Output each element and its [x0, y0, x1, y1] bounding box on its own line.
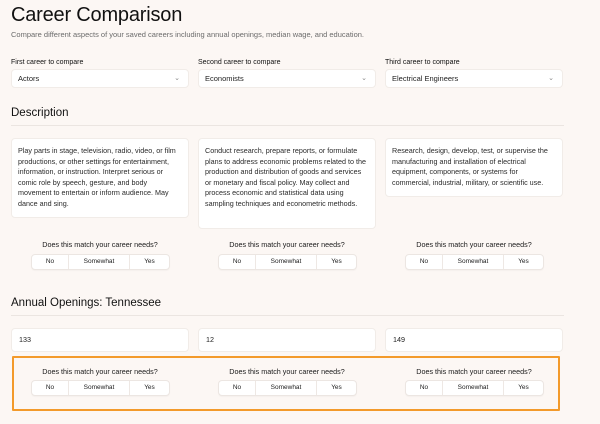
match-no-button[interactable]: No	[32, 381, 69, 395]
description-match-question-3: Does this match your career needs?	[416, 240, 532, 249]
match-somewhat-button[interactable]: Somewhat	[443, 381, 504, 395]
page-subtitle: Compare different aspects of your saved careers including annual openings, median wage, and education.	[11, 30, 365, 39]
openings-value-1: 133	[11, 328, 189, 352]
description-divider	[11, 125, 564, 126]
match-yes-button[interactable]: Yes	[144, 384, 155, 391]
first-career-select[interactable]	[11, 69, 189, 88]
annual-openings-divider	[11, 315, 564, 316]
match-no-button[interactable]: No	[219, 255, 256, 269]
chevron-down-icon: ⌄	[174, 75, 180, 82]
openings-value-3: 149	[385, 328, 563, 352]
description-match-control-2	[218, 254, 357, 270]
first-career-value: Actors	[18, 74, 40, 83]
openings-match-control-3	[405, 380, 544, 396]
match-yes-button[interactable]: Yes	[144, 258, 155, 265]
match-no-button[interactable]: No	[219, 381, 256, 395]
openings-value-2: 12	[198, 328, 376, 352]
third-career-label: Third career to compare	[385, 59, 460, 66]
third-career-value: Electrical Engineers	[392, 74, 459, 83]
description-heading: Description	[11, 107, 69, 119]
description-match-control-3	[405, 254, 544, 270]
description-match-control-1	[31, 254, 170, 270]
match-yes-button[interactable]: Yes	[331, 258, 342, 265]
openings-match-question-3: Does this match your career needs?	[416, 367, 532, 376]
match-somewhat-button[interactable]: Somewhat	[69, 381, 130, 395]
openings-match-control-2	[218, 380, 357, 396]
match-yes-button[interactable]: Yes	[331, 384, 342, 391]
match-no-button[interactable]: No	[406, 381, 443, 395]
match-no-button[interactable]: No	[32, 255, 69, 269]
match-yes-button[interactable]: Yes	[518, 384, 529, 391]
description-match-question-1: Does this match your career needs?	[42, 240, 158, 249]
second-career-value: Economists	[205, 74, 244, 83]
match-yes-button[interactable]: Yes	[518, 258, 529, 265]
description-card-3: Research, design, develop, test, or supervise the manufacturing and installation of electrical equipment, components, or systems for commercial, industrial, military, or scientific use.	[385, 138, 563, 197]
description-card-1: Play parts in stage, television, radio, video, or film productions, or other settings for entertainment, information, or instruction. Interpret serious or comic role by speech, gesture, and body movement to entertain or inform audience. May dance and sing.	[11, 138, 189, 218]
match-somewhat-button[interactable]: Somewhat	[443, 255, 504, 269]
openings-match-question-2: Does this match your career needs?	[229, 367, 345, 376]
first-career-label: First career to compare	[11, 59, 84, 66]
description-match-question-2: Does this match your career needs?	[229, 240, 345, 249]
match-no-button[interactable]: No	[406, 255, 443, 269]
annual-openings-heading: Annual Openings: Tennessee	[11, 297, 162, 309]
openings-match-question-1: Does this match your career needs?	[42, 367, 158, 376]
second-career-select[interactable]	[198, 69, 376, 88]
match-somewhat-button[interactable]: Somewhat	[256, 381, 317, 395]
match-somewhat-button[interactable]: Somewhat	[256, 255, 317, 269]
page-title: Career Comparison	[11, 4, 183, 26]
third-career-select[interactable]	[385, 69, 563, 88]
chevron-down-icon: ⌄	[548, 75, 554, 82]
match-somewhat-button[interactable]: Somewhat	[69, 255, 130, 269]
description-card-2: Conduct research, prepare reports, or formulate plans to address economic problems related to the production and distribution of goods and services or monetary and fiscal policy. May collect and process economic and statistical data using sampling techniques and econometric methods.	[198, 138, 376, 229]
openings-match-control-1	[31, 380, 170, 396]
second-career-label: Second career to compare	[198, 59, 281, 66]
chevron-down-icon: ⌄	[361, 75, 367, 82]
